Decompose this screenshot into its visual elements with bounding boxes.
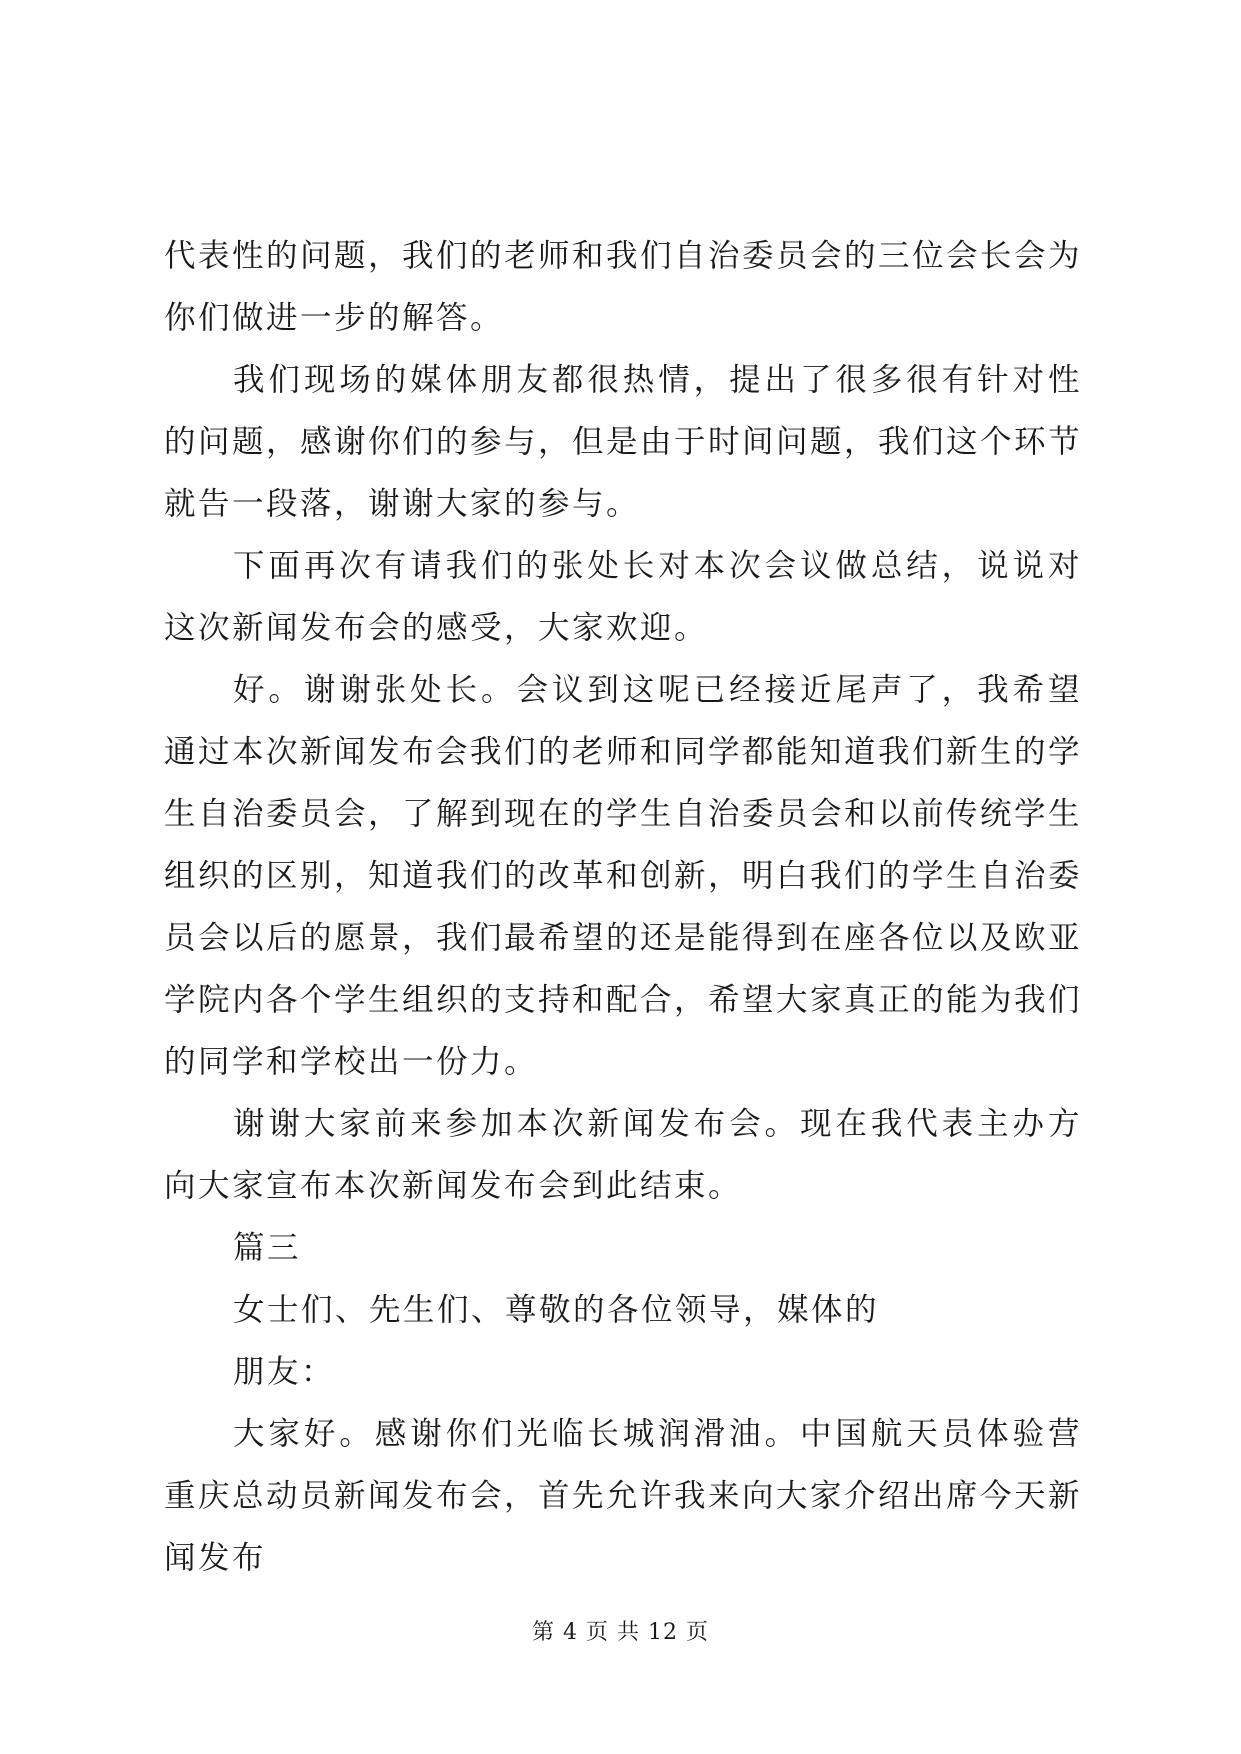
section-heading: 篇三 [233,1230,302,1266]
salutation-line-1: 女士们、先生们、尊敬的各位领导，媒体的 [233,1292,880,1328]
paragraph-2: 我们现场的媒体朋友都很热情，提出了很多很有针对性的问题，感谢你们的参与，但是由于时间问题，我们这个环节就告一段落，谢谢大家的参与。 [164,362,1083,522]
paragraph-6: 大家好。感谢你们光临长城润滑油。中国航天员体验营重庆总动员新闻发布会，首先允许我来向大家介绍出席今天新闻发布 [164,1416,1083,1576]
paragraph-3: 下面再次有请我们的张处长对本次会议做总结，说说对这次新闻发布会的感受，大家欢迎。 [164,548,1082,646]
salutation-line-2: 朋友： [233,1354,336,1390]
paragraph-5: 谢谢大家前来参加本次新闻发布会。现在我代表主办方向大家宣布本次新闻发布会到此结束。 [164,1106,1082,1204]
paragraph-4: 好。谢谢张处长。会议到这呢已经接近尾声了，我希望通过本次新闻发布会我们的老师和同学都能知道我们新生的学生自治委员会，了解到现在的学生自治委员会和以前传统学生组织的区别，知道我们的改革和创新，明白我们的学生自治委员会以后的愿景，我们最希望的还是能得到在座各位以及欧亚学院内各个学生组织的支持和配合，希望大家真正的能为我们的同学和学校出一份力。 [164,672,1083,1080]
page-footer: 第 4 页 共 12 页 [532,1620,709,1645]
document-body [164,225,1082,1589]
paragraph-1: 代表性的问题，我们的老师和我们自治委员会的三位会长会为你们做进一步的解答。 [164,238,1083,336]
